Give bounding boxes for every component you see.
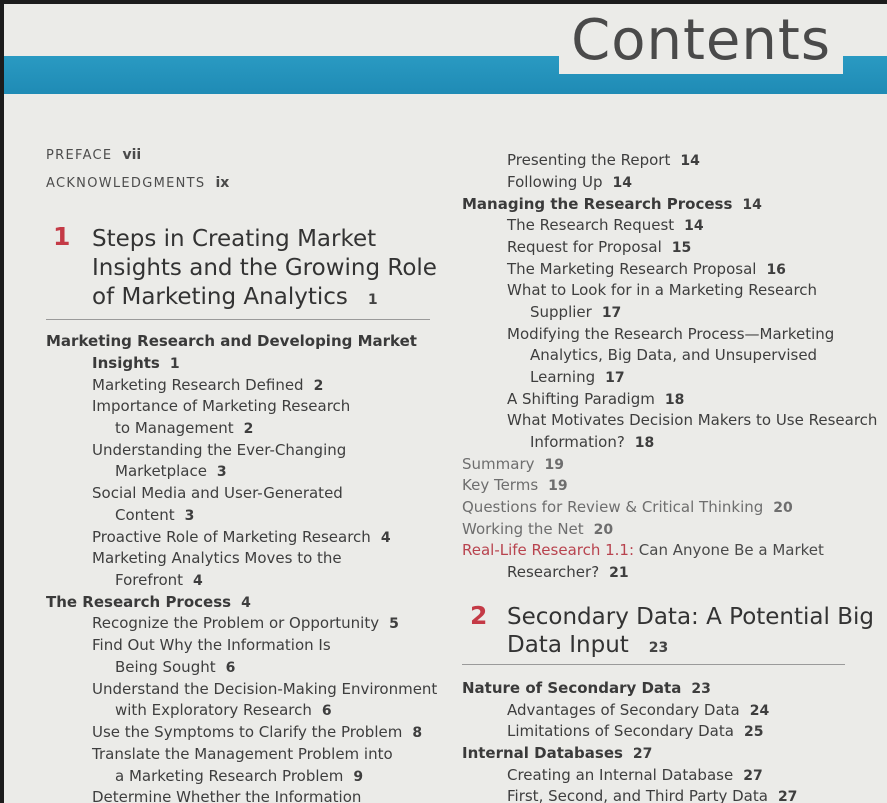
chapter-number: 2 <box>470 601 488 630</box>
entry-text: Analytics, Big Data, and Unsupervised <box>530 346 818 364</box>
page-number: 23 <box>648 640 669 656</box>
chapter-title-line[interactable] <box>507 631 668 663</box>
toc-entry[interactable] <box>92 679 437 699</box>
entry-text: Internal Databases <box>462 744 623 762</box>
chapter-divider <box>46 319 430 320</box>
page-number: 14 <box>612 175 632 191</box>
entry-text: Proactive Role of Marketing Research <box>92 528 371 546</box>
page-number: 4 <box>380 530 391 546</box>
entry-text: Limitations of Secondary Data <box>507 722 734 740</box>
entry-text: The Research Request <box>507 216 675 234</box>
toc-entry[interactable] <box>507 562 629 583</box>
entry-text: with Exploratory Research <box>115 701 312 719</box>
page-number: 15 <box>671 240 692 256</box>
toc-entry[interactable] <box>462 454 564 475</box>
toc-entry[interactable] <box>530 432 654 453</box>
toc-entry[interactable] <box>507 237 691 258</box>
toc-entry[interactable] <box>507 150 700 171</box>
toc-entry[interactable] <box>507 700 769 721</box>
entry-text: Content <box>115 506 175 524</box>
page-number: 24 <box>749 703 770 719</box>
page-number: vii <box>122 147 142 163</box>
entry-text: Recognize the Problem or Opportunity <box>92 614 380 632</box>
page-number: 19 <box>544 457 564 473</box>
entry-text: Questions for Review & Critical Thinking <box>462 498 764 516</box>
page-number: 1 <box>169 356 180 372</box>
entry-text: The Marketing Research Proposal <box>507 260 757 278</box>
front-matter-acknowledgments[interactable] <box>46 173 229 194</box>
entry-text: Insights <box>92 354 160 372</box>
toc-entry[interactable] <box>462 678 711 699</box>
toc-entry[interactable] <box>462 497 793 518</box>
case-study-label: Real-Life Research 1.1: <box>462 541 635 559</box>
entry-text: Supplier <box>530 303 592 321</box>
page-number: 1 <box>367 292 378 308</box>
toc-entry[interactable] <box>92 548 342 568</box>
entry-text: Creating an Internal Database <box>507 766 734 784</box>
entry-text: Use the Symptoms to Clarify the Problem <box>92 723 403 741</box>
chapter-number: 1 <box>53 222 71 251</box>
page-number: 19 <box>548 478 568 494</box>
toc-entry[interactable] <box>92 613 399 634</box>
front-matter-label: PREFACE <box>46 148 113 163</box>
toc-entry[interactable] <box>46 592 251 613</box>
page-number: 20 <box>593 522 614 538</box>
page-number: ix <box>215 175 230 191</box>
entry-text: Social Media and User-Generated <box>92 484 343 502</box>
entry-text: Importance of Marketing Research <box>92 397 351 415</box>
entry-text: Translate the Management Problem into <box>92 745 393 763</box>
page-number: 4 <box>241 595 251 611</box>
toc-entry[interactable] <box>92 635 331 655</box>
toc-entry[interactable] <box>507 389 684 410</box>
chapter-title-text: Data Input <box>507 632 629 658</box>
toc-entry[interactable] <box>115 461 227 482</box>
entry-text: Can Anyone Be a Market <box>634 541 824 559</box>
toc-entry[interactable] <box>507 721 763 742</box>
page-number: 18 <box>664 392 685 408</box>
entry-text: Key Terms <box>462 476 539 494</box>
toc-entry[interactable] <box>92 744 393 764</box>
page-number: 2 <box>243 421 254 437</box>
toc-entry[interactable] <box>115 766 363 787</box>
toc-entry[interactable] <box>115 700 332 721</box>
toc-entry[interactable] <box>462 743 652 764</box>
entry-text: Managing the Research Process <box>462 195 733 213</box>
page-number: 4 <box>193 573 203 589</box>
entry-text: Understanding the Ever-Changing <box>92 441 347 459</box>
entry-text: Being Sought <box>115 658 216 676</box>
entry-text: Researcher? <box>507 563 600 581</box>
entry-text: Following Up <box>507 173 603 191</box>
chapter-title-line[interactable]: Steps in Creating Market <box>92 226 377 252</box>
entry-text: The Research Process <box>46 593 232 611</box>
toc-entry[interactable] <box>507 765 763 786</box>
page-number: 20 <box>773 500 793 516</box>
toc-entry[interactable] <box>92 375 323 396</box>
toc-entry[interactable] <box>92 396 350 416</box>
page-number: 17 <box>605 370 625 386</box>
entry-text: Request for Proposal <box>507 238 662 256</box>
toc-entry[interactable] <box>507 215 704 236</box>
entry-text: Summary <box>462 455 535 473</box>
entry-text: What to Look for in a Marketing Research <box>507 281 818 299</box>
toc-entry[interactable] <box>507 259 786 280</box>
toc-entry[interactable] <box>92 787 361 803</box>
toc-entry[interactable] <box>92 483 343 503</box>
entry-text: Marketing Research Defined <box>92 376 304 394</box>
page-title: Contents <box>559 8 843 74</box>
entry-text: to Management <box>115 419 234 437</box>
toc-entry[interactable] <box>92 440 346 460</box>
entry-text: A Shifting Paradigm <box>507 390 655 408</box>
entry-text: Working the Net <box>462 520 584 538</box>
page-number: 21 <box>609 565 629 581</box>
page-number: 3 <box>216 464 227 480</box>
toc-entry[interactable] <box>46 331 417 351</box>
entry-text: Forefront <box>115 571 184 589</box>
page-number: 27 <box>743 768 763 784</box>
toc-entry[interactable] <box>507 786 797 803</box>
entry-text: Nature of Secondary Data <box>462 679 682 697</box>
entry-text: Modifying the Research Process—Marketing <box>507 325 835 343</box>
page-number: 16 <box>766 262 786 278</box>
page-number: 25 <box>743 724 764 740</box>
chapter-title-line[interactable]: Insights and the Growing Role <box>92 255 437 281</box>
toc-entry[interactable] <box>507 324 834 344</box>
toc-entry[interactable] <box>92 722 422 743</box>
toc-entry[interactable] <box>530 367 625 388</box>
toc-entry[interactable] <box>115 657 235 678</box>
entry-text: Marketing Analytics Moves to the <box>92 549 342 567</box>
toc-entry[interactable] <box>92 527 391 548</box>
page-number: 9 <box>353 769 364 785</box>
toc-entry[interactable] <box>507 280 817 300</box>
entry-text: a Marketing Research Problem <box>115 767 344 785</box>
book-page <box>4 4 887 803</box>
chapter-title-line[interactable] <box>92 283 378 315</box>
entry-text: Presenting the Report <box>507 151 671 169</box>
page-number: 23 <box>691 681 711 697</box>
toc-entry[interactable] <box>462 475 568 496</box>
toc-entry[interactable] <box>462 519 613 540</box>
page-number: 17 <box>601 305 622 321</box>
entry-text: Understand the Decision-Making Environment <box>92 680 438 698</box>
entry-text: Learning <box>530 368 596 386</box>
entry-text: Find Out Why the Information Is <box>92 636 331 654</box>
front-matter-preface[interactable] <box>46 145 141 166</box>
entry-text: First, Second, and Third Party Data <box>507 787 768 803</box>
toc-entry[interactable] <box>462 194 762 215</box>
page-number: 14 <box>684 218 704 234</box>
page-number: 27 <box>777 789 798 803</box>
page-number: 6 <box>225 660 236 676</box>
entry-text: Determine Whether the Information <box>92 788 362 803</box>
page-number: 8 <box>412 725 423 741</box>
page-number: 6 <box>321 703 332 719</box>
page-number: 3 <box>184 508 195 524</box>
chapter-title-line[interactable]: Secondary Data: A Potential Big <box>507 604 874 630</box>
toc-entry[interactable] <box>507 172 632 193</box>
toc-entry-case-study[interactable] <box>462 540 824 560</box>
page-number: 14 <box>742 197 762 213</box>
toc-entry[interactable] <box>507 410 877 430</box>
page-number: 18 <box>634 435 655 451</box>
toc-entry[interactable] <box>530 345 817 365</box>
toc-entry[interactable] <box>115 570 203 591</box>
page-number: 27 <box>632 746 653 762</box>
toc-entry[interactable] <box>115 418 253 439</box>
toc-entry[interactable] <box>92 353 180 374</box>
page-number: 5 <box>389 616 399 632</box>
entry-text: What Motivates Decision Makers to Use Research <box>507 411 878 429</box>
toc-entry[interactable] <box>115 505 194 526</box>
page-number: 14 <box>680 153 700 169</box>
front-matter-label: ACKNOWLEDGMENTS <box>46 176 206 191</box>
chapter-divider <box>462 664 845 665</box>
chapter-title-text: of Marketing Analytics <box>92 284 348 310</box>
entry-text: Information? <box>530 433 625 451</box>
entry-text: Marketing Research and Developing Market <box>46 332 417 350</box>
page-number: 2 <box>313 378 324 394</box>
toc-entry[interactable] <box>530 302 621 323</box>
entry-text: Marketplace <box>115 462 207 480</box>
entry-text: Advantages of Secondary Data <box>507 701 740 719</box>
